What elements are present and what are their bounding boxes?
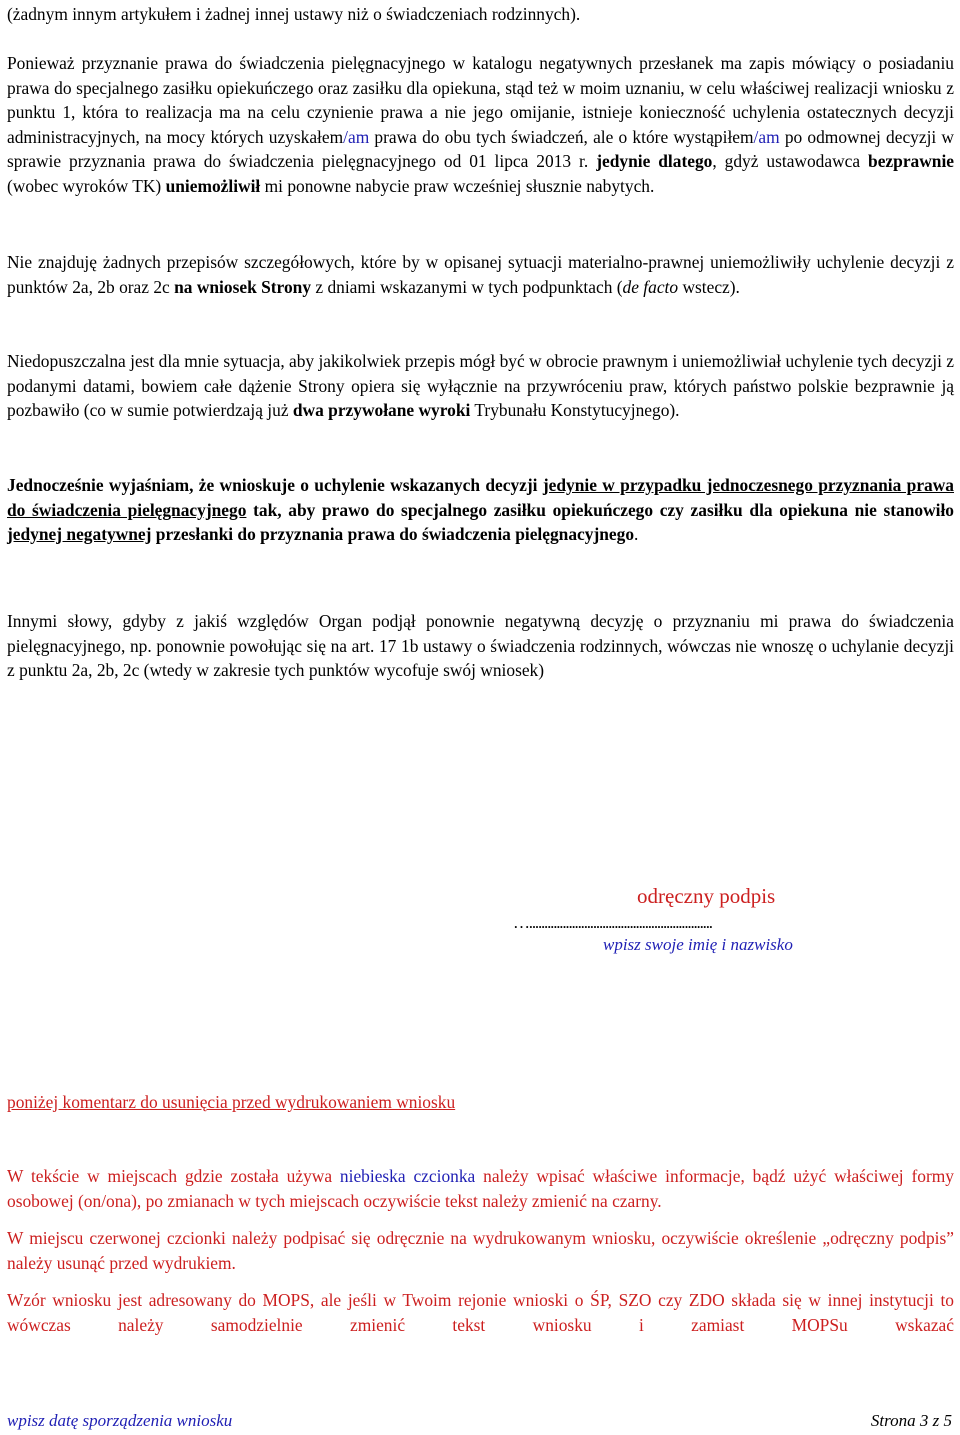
footer-page-number: Strona 3 z 5 (870, 1411, 952, 1430)
c2-red-font: czerwonej czcionki (89, 1228, 226, 1248)
comment-block (7, 1164, 954, 1337)
p1-text-i: (wobec wyroków TK) (7, 175, 166, 196)
paragraph-0: (żadnym innym artykułem i żadnej innej ustawy niż o świadczeniach rodzinnych). (7, 4, 581, 24)
paragraph-1 (7, 51, 954, 198)
comment-paragraph-3: Wzór wniosku jest adresowany do MOPS, ale jeśli w Twoim rejonie wnioski o ŚP, SZO czy ZDO składa się w innej instytucji to wówczas należy samodzielnie zmienić tekst wniosku i zamiast MOPSu wskazać (7, 1290, 954, 1335)
p3-text-c: Trybunału Konstytucyjnego). (470, 400, 680, 420)
p1-bold-uniemozliwil: uniemożliwił (165, 175, 261, 196)
p4-bold-c: tak, aby prawo do specjalnego zasiłku opiekuńczego czy zasiłku dla opiekuna nie stanowiło (246, 499, 954, 520)
c2-text-c: należy podpisać się odręcznie na wydrukowanym wniosku, oczywiście określenie „odręczny podpis” należy usunąć przed wydrukiem. (7, 1228, 954, 1273)
p3-text-a: Niedopuszczalna jest dla mnie sytuacja, aby jakikolwiek przepis mógł być w obrocie prawnym i uniemożliwiał uchylenie tych decyzji z podanymi datami, bowiem całe dążenie Strony opiera się wyłącznie na przywróceniu praw, których państwo polskie bezprawnie ją pozbawiło (co w sumie potwierdzają już (7, 351, 954, 420)
p1-bold-jedynie: jedynie dlatego (596, 151, 713, 171)
p3-bold-wyroki: dwa przywołane wyroki (292, 400, 471, 420)
c2-text-a: W miejscu (7, 1228, 90, 1248)
paragraph-4 (7, 473, 954, 547)
handwritten-signature-placeholder: odręczny podpis (637, 884, 776, 908)
p4-bold-a: Jednocześnie wyjaśniam, że wnioskuje o uchylenie wskazanych decyzji (7, 475, 543, 495)
c1-blue-font: niebieska czcionka (339, 1166, 476, 1186)
p4-text-f: . (634, 524, 639, 544)
comment-paragraph-2 (7, 1226, 954, 1275)
p2-bold-na-wniosek: na wniosek Strony (174, 276, 312, 297)
comment-paragraph-1 (7, 1164, 954, 1213)
c1-text-a: W tekście w miejscach gdzie została używa (7, 1166, 340, 1186)
p2-text-a: Nie znajduję żadnych przepisów szczegółowych, które by w opisanej sytuacji materialno-prawnej uniemożliwiły uchylenie decyzji z punktów 2a, 2b oraz 2c (7, 252, 954, 297)
p2-text-c: z dniami wskazanymi w tych podpunktach ( (311, 276, 623, 297)
p1-gender-suffix-1: /am (343, 126, 370, 147)
signature-name-placeholder: wpisz swoje imię i nazwisko (603, 935, 793, 954)
p4-bold-e: przesłanki do przyznania prawa do świadczenia pielęgnacyjnego (151, 524, 635, 544)
footer-date-placeholder: wpisz datę sporządzenia wniosku (7, 1411, 233, 1430)
p1-text-a: Ponieważ przyznanie prawa do świadczenia pielęgnacyjnego w katalogu negatywnych przesłanek ma zapis mówiący o posiadaniu prawa do specjalnego zasiłku opiekuńczego oraz zasiłku dla opiekuna, stąd też w moim uznaniu, w celu właściwej realizacji wniosku z punktu 1, która to realizacja ma na celu czynienie prawa a nie jego omijanie, istnieje konieczność uchylenia ostatecznych decyzji administracyjnych, na mocy których uzyskałem (7, 53, 954, 147)
signature-dotted-line: …............................................................ (513, 913, 712, 932)
c1-text-c: należy wpisać właściwe informacje, bądź użyć właściwej formy osobowej (on/ona), po zmianach w tych miejscach oczywiście tekst należy zmienić na czarny. (7, 1166, 954, 1211)
p1-text-k: mi ponowne nabycie praw wcześniej słusznie nabytych. (260, 175, 655, 196)
p1-text-g: , gdyż ustawodawca (712, 151, 869, 171)
p1-gender-suffix-2: /am (753, 126, 780, 147)
p2-text-e: wstecz). (678, 276, 740, 297)
paragraph-2 (7, 250, 954, 299)
paragraph-3 (7, 349, 954, 423)
p4-underlined-d: jedynej negatywnej (7, 524, 152, 544)
p1-text-c: prawa do obu tych świadczeń, ale o które wystąpiłem (369, 126, 754, 147)
p4-underlined-b: jedynie w przypadku jednoczesnego przyznania prawa do świadczenia pielęgnacyjnego (7, 475, 954, 520)
comment-heading: poniżej komentarz do usunięcia przed wydrukowaniem wniosku (7, 1092, 456, 1112)
p2-italic-de-facto: de facto (622, 276, 679, 297)
p1-text-e: po odmownej decyzji w sprawie przyznania prawa do świadczenia pielęgnacyjnego od 01 lipca 2013 r. (7, 126, 954, 171)
paragraph-5: Innymi słowy, gdyby z jakiś względów Organ podjął ponownie negatywną decyzję o przyznaniu mi prawa do świadczenia pielęgnacyjnego, np. ponownie powołując się na art. 17 1b ustawy o świadczenia rodzinnych, wówczas nie wnoszę o uchylanie decyzji z punktu 2a, 2b, 2c (wtedy w zakresie tych punktów wycofuje swój wniosek) (7, 611, 954, 680)
p1-bold-bezprawnie: bezprawnie (868, 151, 955, 171)
